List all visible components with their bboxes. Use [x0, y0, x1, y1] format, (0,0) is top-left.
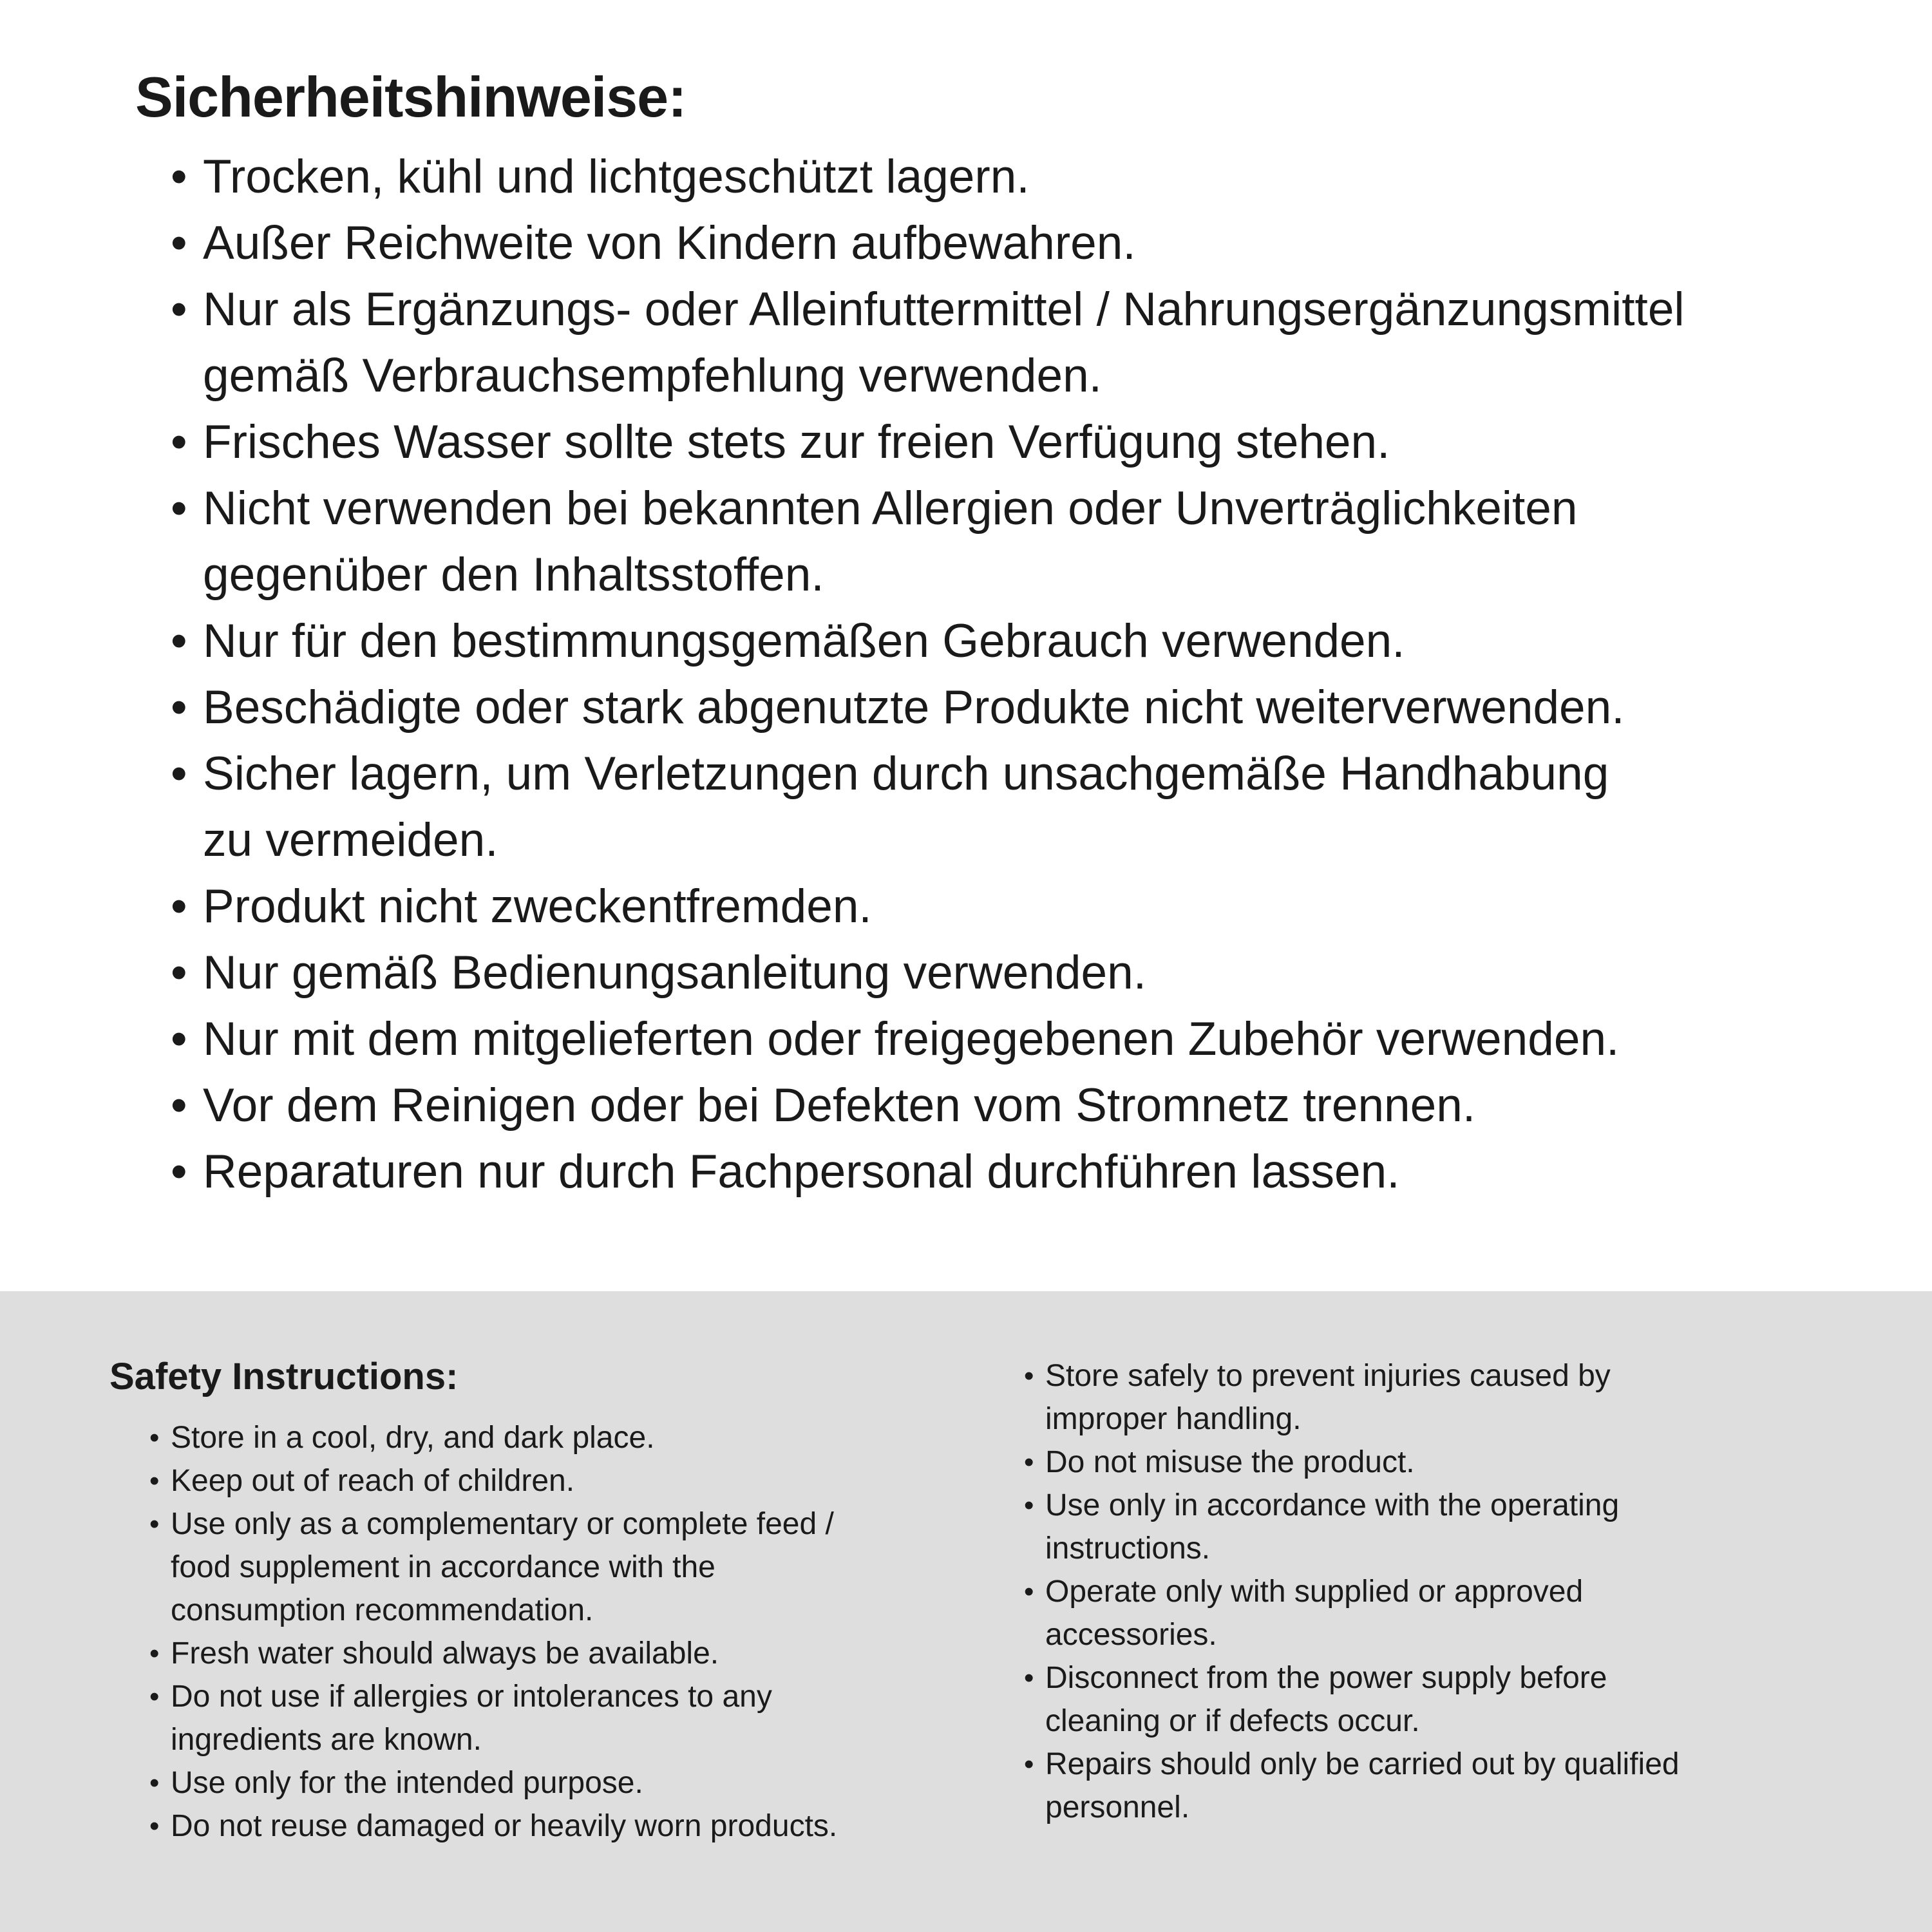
bullet-line: • Nicht verwenden bei bekannten Allergien oder Unverträglichkeiten: [203, 482, 1578, 535]
english-right-column: [1024, 1354, 1900, 1829]
bullet-line: • Store in a cool, dry, and dark place.: [171, 1420, 655, 1455]
list-item: [171, 1139, 1855, 1205]
bullet-line: improper handling.: [1045, 1402, 1302, 1436]
bullet-line: • Nur als Ergänzungs- oder Alleinfuttermittel / Nahrungsergänzungsmittel: [203, 283, 1685, 336]
bullet-line: • Repairs should only be carried out by qualified: [1045, 1747, 1680, 1781]
list-item: [171, 1072, 1855, 1139]
bullet-line: • Use only as a complementary or complete feed /: [171, 1506, 834, 1541]
list-item: [171, 674, 1855, 741]
bullet-line: consumption recommendation.: [171, 1593, 594, 1627]
list-item: [1024, 1354, 1900, 1441]
list-item: [1024, 1570, 1900, 1656]
bullet-line: personnel.: [1045, 1790, 1190, 1824]
bullet-line: • Operate only with supplied or approved: [1045, 1575, 1584, 1609]
bullet-line: • Produkt nicht zweckentfremden.: [203, 880, 872, 933]
list-item: [171, 475, 1855, 608]
list-item: [171, 940, 1855, 1006]
bullet-line: • Disconnect from the power supply before: [1045, 1661, 1607, 1695]
list-item: [171, 873, 1855, 940]
list-item: [1024, 1743, 1900, 1829]
list-item: [1024, 1484, 1900, 1570]
german-safety-title: Sicherheitshinweise:: [135, 65, 687, 129]
list-item: [171, 210, 1855, 276]
bullet-line: gemäß Verbrauchsempfehlung verwenden.: [203, 350, 1102, 402]
bullet-line: • Do not use if allergies or intolerances to any: [171, 1679, 772, 1714]
bullet-line: • Außer Reichweite von Kindern aufbewahren.: [203, 217, 1136, 270]
bullet-line: • Vor dem Reinigen oder bei Defekten vom Stromnetz trennen.: [203, 1079, 1476, 1132]
list-item: [171, 409, 1855, 475]
bullet-line: gegenüber den Inhaltsstoffen.: [203, 549, 824, 601]
bullet-line: • Do not misuse the product.: [1045, 1445, 1415, 1479]
bullet-line: instructions.: [1045, 1531, 1211, 1566]
bullet-line: • Use only in accordance with the operating: [1045, 1488, 1620, 1522]
bullet-line: food supplement in accordance with the: [171, 1549, 715, 1584]
list-item: [149, 1632, 972, 1675]
bullet-line: • Use only for the intended purpose.: [171, 1765, 643, 1800]
bullet-line: • Do not reuse damaged or heavily worn products.: [171, 1808, 838, 1843]
list-item: [171, 276, 1855, 409]
list-item: [171, 608, 1855, 674]
bullet-line: • Nur mit dem mitgelieferten oder freigegebenen Zubehör verwenden.: [203, 1013, 1620, 1066]
bullet-line: • Beschädigte oder stark abgenutzte Produkte nicht weiterverwenden.: [203, 681, 1625, 734]
bullet-line: • Trocken, kühl und lichtgeschützt lagern.: [203, 151, 1030, 204]
bullet-line: • Sicher lagern, um Verletzungen durch unsachgemäße Handhabung: [203, 748, 1609, 800]
list-item: [171, 144, 1855, 210]
list-item: [149, 1761, 972, 1804]
list-item: [149, 1416, 972, 1459]
bullet-line: • Reparaturen nur durch Fachpersonal durchführen lassen.: [203, 1146, 1400, 1198]
bullet-line: • Keep out of reach of children.: [171, 1463, 575, 1498]
bullet-line: • Frisches Wasser sollte stets zur freien Verfügung stehen.: [203, 416, 1390, 469]
english-section-panel: [0, 1291, 1932, 1932]
list-item: [149, 1675, 972, 1761]
german-safety-list: [171, 144, 1855, 1205]
list-item: [149, 1804, 972, 1848]
list-item: [1024, 1656, 1900, 1743]
list-item: [149, 1502, 972, 1632]
bullet-line: • Fresh water should always be available.: [171, 1636, 719, 1671]
list-item: [171, 741, 1855, 873]
list-item: [171, 1006, 1855, 1072]
bullet-line: ingredients are known.: [171, 1722, 482, 1757]
english-safety-list-right: [1024, 1354, 1900, 1829]
english-safety-title: Safety Instructions:: [109, 1356, 459, 1397]
german-section: [135, 64, 1855, 1205]
bullet-line: • Nur gemäß Bedienungsanleitung verwenden.: [203, 947, 1146, 999]
list-item: [149, 1459, 972, 1502]
bullet-line: • Store safely to prevent injuries caused by: [1045, 1359, 1611, 1393]
bullet-line: • Nur für den bestimmungsgemäßen Gebrauch verwenden.: [203, 615, 1405, 668]
bullet-line: accessories.: [1045, 1618, 1217, 1652]
list-item: [1024, 1441, 1900, 1484]
english-safety-list-left: [149, 1416, 972, 1848]
english-left-column: [109, 1354, 972, 1848]
bullet-line: cleaning or if defects occur.: [1045, 1704, 1420, 1738]
bullet-line: zu vermeiden.: [203, 814, 498, 867]
